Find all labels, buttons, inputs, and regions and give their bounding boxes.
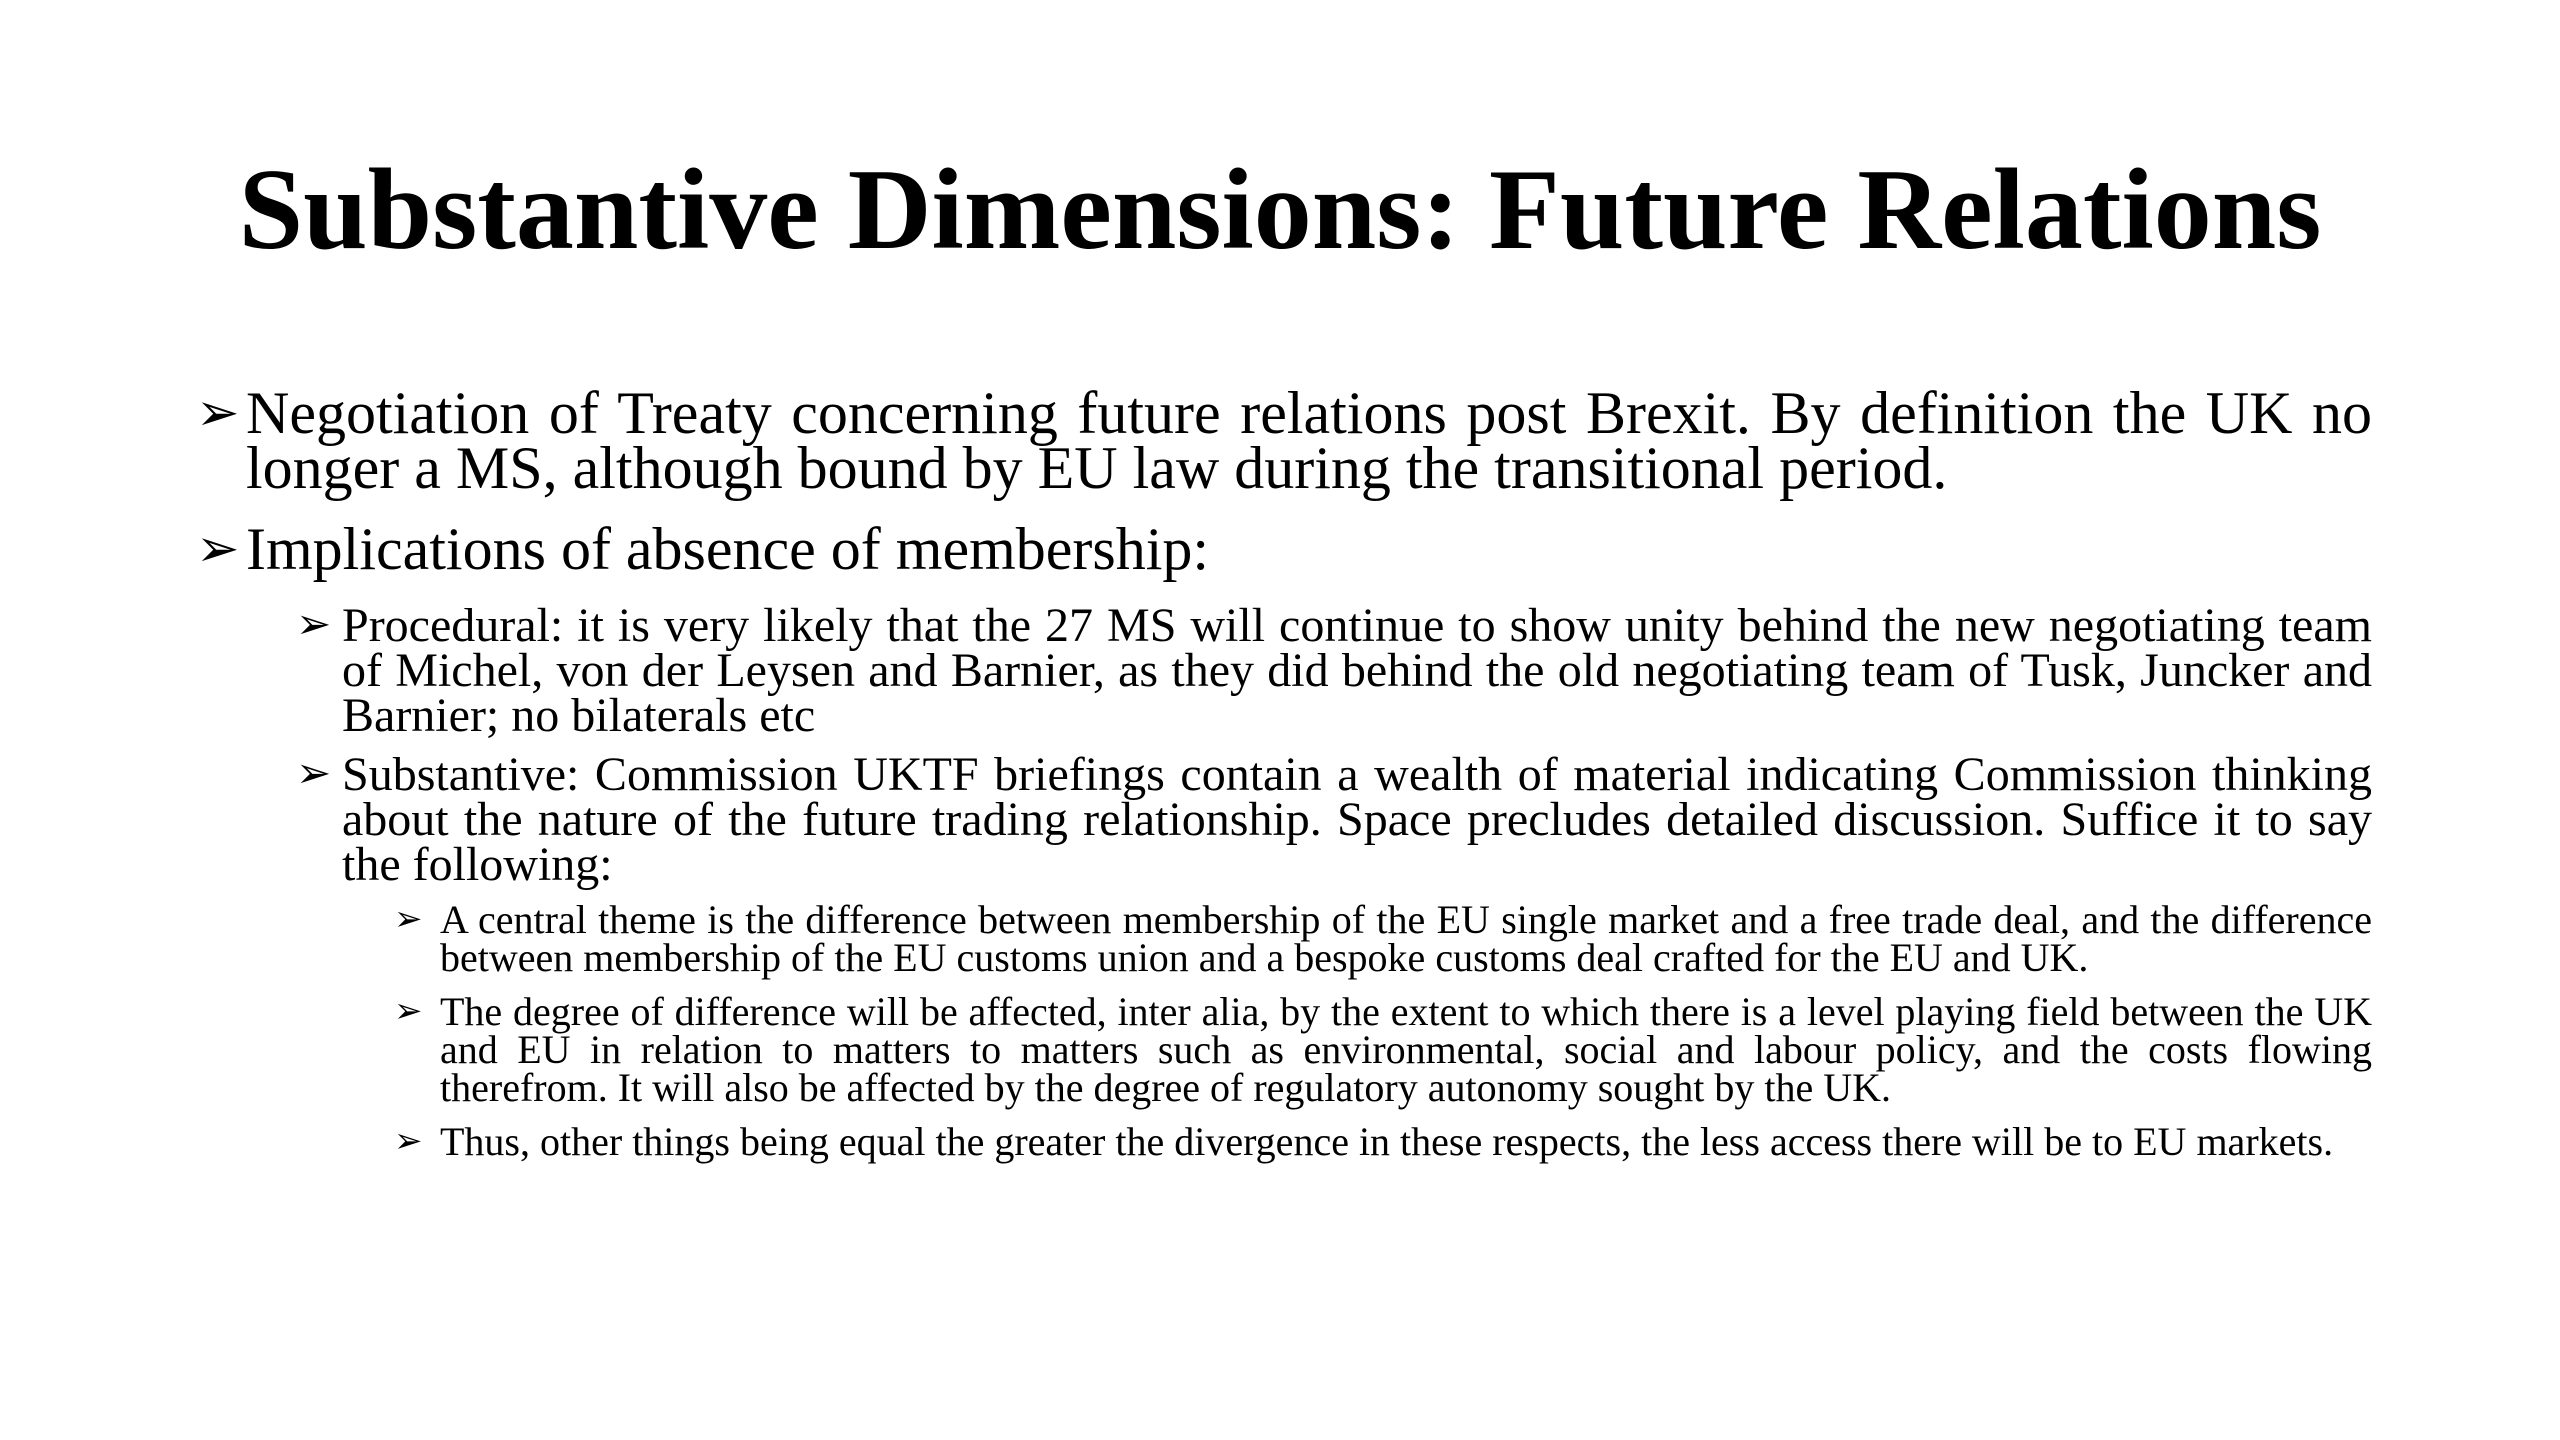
sub-bullet-text: Procedural: it is very likely that the 27 MS will continue to show unity behind the new negotiating team of Michel, von der Leysen and Barnier, as they did behind the old negotiating team of Tusk, Juncker and Barnier; no bilaterals etc xyxy=(342,599,2372,742)
arrow-bullet-icon: ➢ xyxy=(394,901,423,938)
sub-sub-bullet-text: The degree of difference will be affected, inter alia, by the extent to which there is a level playing field between the UK and EU in relation to matters to matters such as environmental, social and labour policy, and the costs flowing therefrom. It will also be affected by the degree of regulatory autonomy sought by the UK. xyxy=(440,989,2372,1110)
arrow-bullet-icon: ➢ xyxy=(296,602,332,648)
arrow-bullet-icon: ➢ xyxy=(394,993,423,1030)
sub-sub-bullet-text: A central theme is the difference between membership of the EU single market and a free trade deal, and the difference between membership of the EU customs union and a bespoke customs deal crafted for the EU and UK. xyxy=(440,897,2372,980)
arrow-bullet-icon: ➢ xyxy=(296,751,332,797)
slide-title: Substantive Dimensions: Future Relations xyxy=(238,146,2322,274)
sub-bullet-point xyxy=(296,748,2372,891)
arrow-bullet-icon: ➢ xyxy=(196,385,240,442)
slide-body xyxy=(196,380,2372,1177)
sub-sub-bullet-point xyxy=(394,989,2372,1110)
bullet-text: Negotiation of Treaty concerning future relations post Brexit. By definition the UK no longer a MS, although bound by EU law during the transitional period. xyxy=(246,380,2372,501)
sub-sub-bullet-point xyxy=(394,1119,2372,1164)
arrow-bullet-icon: ➢ xyxy=(196,521,240,578)
sub-sub-bullet-text: Thus, other things being equal the greater the divergence in these respects, the less access there will be to EU markets. xyxy=(440,1119,2334,1164)
bullet-point xyxy=(196,516,2372,582)
sub-sub-bullet-point xyxy=(394,897,2372,980)
bullet-point xyxy=(196,380,2372,501)
arrow-bullet-icon: ➢ xyxy=(394,1123,423,1160)
sub-bullet-point xyxy=(296,599,2372,742)
bullet-text: Implications of absence of membership: xyxy=(246,516,1210,582)
sub-bullet-text: Substantive: Commission UKTF briefings contain a wealth of material indicating Commission thinking about the nature of the future trading relationship. Space precludes detailed discussion. Suffice it to say the following: xyxy=(342,748,2372,891)
